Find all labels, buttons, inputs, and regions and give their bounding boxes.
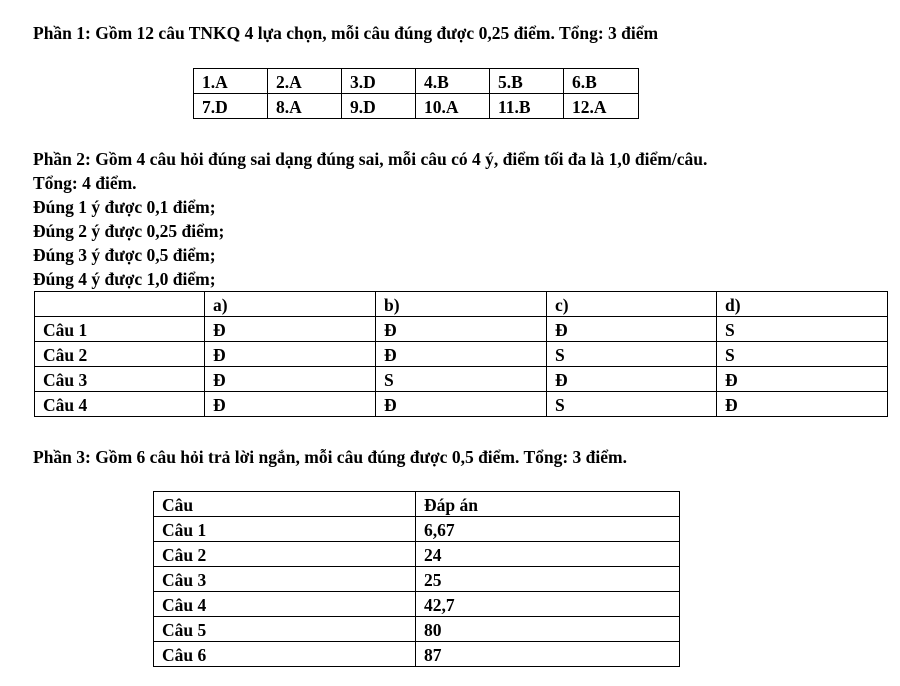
answer-cell: 6,67 xyxy=(416,517,680,542)
answer-cell: 1.A xyxy=(194,69,268,94)
answer-cell: 2.A xyxy=(268,69,342,94)
table-row xyxy=(194,69,639,94)
answer-cell: Đ xyxy=(205,342,376,367)
table-row xyxy=(154,592,680,617)
table-header-row xyxy=(35,292,888,317)
table-row xyxy=(154,517,680,542)
part2-heading-line1: Phần 2: Gồm 4 câu hỏi đúng sai dạng đúng sai, mỗi câu có 4 ý, điểm tối đa là 1,0 điểm/câu. xyxy=(33,149,708,169)
answer-cell: 4.B xyxy=(416,69,490,94)
answer-cell: 6.B xyxy=(564,69,639,94)
column-header: b) xyxy=(376,292,547,317)
answer-cell: Đ xyxy=(376,317,547,342)
part2-scoring-line: Đúng 2 ý được 0,25 điểm; xyxy=(33,221,225,241)
answer-cell: Đ xyxy=(205,392,376,417)
answer-cell: 11.B xyxy=(490,94,564,119)
answer-cell: Đ xyxy=(547,317,717,342)
part1-answer-table xyxy=(193,68,639,119)
part2-scoring-line: Đúng 1 ý được 0,1 điểm; xyxy=(33,197,216,217)
table-row xyxy=(154,542,680,567)
part2-true-false-table xyxy=(34,291,888,417)
column-header: a) xyxy=(205,292,376,317)
part2-heading-line2: Tổng: 4 điểm. xyxy=(33,173,137,193)
answer-cell: 7.D xyxy=(194,94,268,119)
answer-cell: 87 xyxy=(416,642,680,667)
answer-cell: S xyxy=(376,367,547,392)
question-cell: Câu 2 xyxy=(154,542,416,567)
answer-cell: 24 xyxy=(416,542,680,567)
answer-cell: 42,7 xyxy=(416,592,680,617)
answer-cell: 25 xyxy=(416,567,680,592)
question-cell: Câu 4 xyxy=(35,392,205,417)
question-cell: Câu 2 xyxy=(35,342,205,367)
answer-cell: Đ xyxy=(205,317,376,342)
answer-cell: Đ xyxy=(376,342,547,367)
answer-cell: Đ xyxy=(547,367,717,392)
table-row xyxy=(154,617,680,642)
answer-cell: Đ xyxy=(376,392,547,417)
question-cell: Câu 5 xyxy=(154,617,416,642)
table-row xyxy=(154,642,680,667)
question-cell: Câu 6 xyxy=(154,642,416,667)
table-row xyxy=(35,342,888,367)
answer-cell: 10.A xyxy=(416,94,490,119)
column-header: c) xyxy=(547,292,717,317)
table-row xyxy=(154,567,680,592)
column-header: Câu xyxy=(154,492,416,517)
answer-cell: 3.D xyxy=(342,69,416,94)
part2-scoring-line: Đúng 4 ý được 1,0 điểm; xyxy=(33,269,216,289)
answer-cell: S xyxy=(547,342,717,367)
answer-cell: 9.D xyxy=(342,94,416,119)
table-row xyxy=(194,94,639,119)
answer-cell: 8.A xyxy=(268,94,342,119)
part3-short-answer-table xyxy=(153,491,680,667)
answer-cell: 12.A xyxy=(564,94,639,119)
question-cell: Câu 3 xyxy=(35,367,205,392)
question-cell: Câu 4 xyxy=(154,592,416,617)
column-header: d) xyxy=(717,292,888,317)
question-cell: Câu 1 xyxy=(35,317,205,342)
column-header xyxy=(35,292,205,317)
answer-cell: 5.B xyxy=(490,69,564,94)
question-cell: Câu 3 xyxy=(154,567,416,592)
table-row xyxy=(35,392,888,417)
column-header: Đáp án xyxy=(416,492,680,517)
answer-cell: Đ xyxy=(717,392,888,417)
question-cell: Câu 1 xyxy=(154,517,416,542)
table-row xyxy=(35,317,888,342)
table-header-row xyxy=(154,492,680,517)
answer-cell: Đ xyxy=(205,367,376,392)
answer-cell: S xyxy=(717,342,888,367)
table-row xyxy=(35,367,888,392)
part3-heading: Phần 3: Gồm 6 câu hỏi trả lời ngắn, mỗi câu đúng được 0,5 điểm. Tổng: 3 điểm. xyxy=(33,447,627,467)
answer-cell: 80 xyxy=(416,617,680,642)
part1-heading: Phần 1: Gồm 12 câu TNKQ 4 lựa chọn, mỗi câu đúng được 0,25 điểm. Tổng: 3 điểm xyxy=(33,23,659,43)
answer-cell: S xyxy=(547,392,717,417)
answer-cell: Đ xyxy=(717,367,888,392)
part2-scoring-line: Đúng 3 ý được 0,5 điểm; xyxy=(33,245,216,265)
answer-cell: S xyxy=(717,317,888,342)
